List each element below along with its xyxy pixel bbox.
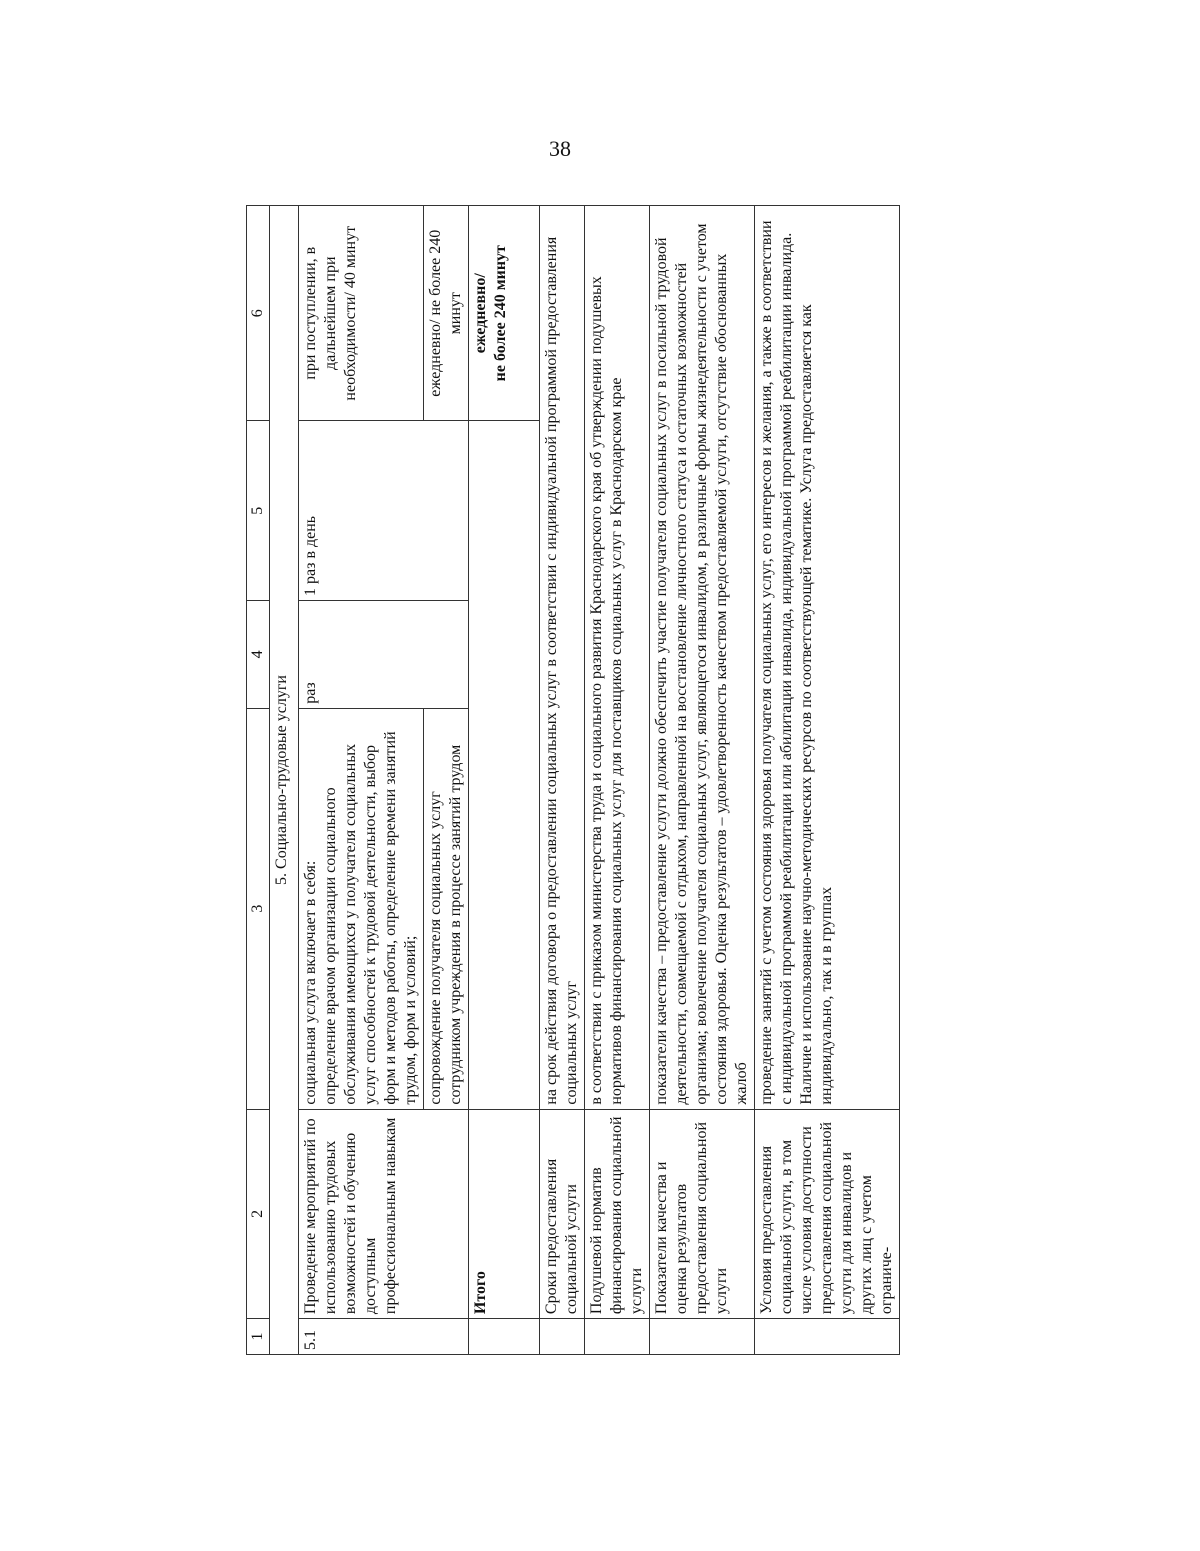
service-number: 5.1 — [299, 1319, 469, 1355]
conditions-label: Условия предоставления социальной услуги, в том числе условия доступности предоставления социальной услуги для инвалидов и других лиц с учетом ограниче- — [755, 1109, 900, 1318]
service-frequency: 1 раз в день — [299, 421, 469, 601]
norm-label: Подушевой норматив финансирования социальной услуги — [585, 1109, 650, 1318]
header-col-6: 6 — [247, 206, 270, 421]
conditions-empty-cell — [755, 1319, 900, 1355]
service-name: Проведение мероприятий по использованию трудовых возможностей и обучению доступным профессиональным навыкам — [299, 1109, 469, 1318]
total-time-line-1: ежедневно/ — [472, 273, 489, 354]
header-col-4: 4 — [247, 600, 270, 708]
header-col-1: 1 — [247, 1319, 270, 1355]
total-time — [469, 206, 540, 421]
norm-text: в соответствии с приказом министерства труда и социального развития Краснодарского края об утверждении подушевых нормативов финансирования социальных услуг для поставщиков социальных услуг в Краснодарском крае — [585, 206, 650, 1110]
conditions-row — [755, 206, 900, 1355]
description-part-1: определение врачом организации социального обслуживания имеющихся у получателя социальных услуг способностей к трудовой деятельности, выбор форм и методов работы, определение времени занятий трудом, форм и условий; — [322, 731, 419, 1105]
description-intro: социальная услуга включает в себя: — [302, 860, 319, 1105]
terms-empty-cell — [540, 1319, 585, 1355]
header-col-5: 5 — [247, 421, 270, 601]
header-col-3: 3 — [247, 708, 270, 1109]
service-time-2: ежедневно/ не более 240 минут — [424, 206, 469, 421]
total-empty-span — [469, 421, 540, 1109]
service-unit: раз — [299, 600, 469, 708]
services-table — [246, 205, 900, 1355]
total-row — [469, 206, 540, 1355]
terms-text: на срок действия договора о предоставлении социальных услуг в соответствии с индивидуальной программой предоставления социальных услуг — [540, 206, 585, 1110]
section-title: 5. Социально-трудовые услуги — [270, 206, 299, 1355]
header-row — [247, 206, 270, 1355]
terms-label: Сроки предоставления социальной услуги — [540, 1109, 585, 1318]
norm-row — [585, 206, 650, 1355]
service-description-1 — [299, 708, 424, 1109]
quality-row — [650, 206, 755, 1355]
terms-row — [540, 206, 585, 1355]
conditions-text: проведение занятий с учетом состояния здоровья получателя социальных услуг, его интересов и желания, а также в соответствии с индивидуальной программой реабилитации или абилитации инвалида, индивидуальной программой реабилитации инвалида. Наличие и использование научно-методических ресурсов по соответствующей тематике. Услуга предоставляется как индивидуально, так и в группах — [755, 206, 900, 1110]
total-label: Итого — [469, 1109, 540, 1318]
header-col-2: 2 — [247, 1109, 270, 1318]
quality-empty-cell — [650, 1319, 755, 1355]
service-time-1: при поступлении, в дальнейшем при необходимости/ 40 минут — [299, 206, 424, 421]
total-time-line-2: не более 240 минут — [492, 245, 509, 382]
services-table-rotated — [246, 205, 976, 1355]
quality-label: Показатели качества и оценка результатов предоставления социальной услуги — [650, 1109, 755, 1318]
total-empty-cell — [469, 1319, 540, 1355]
quality-text: показатели качества – предоставление услуги должно обеспечить участие получателя социальных услуг в посильной трудовой деятельности, совмещаемой с отдыхом, направленной на восстановление личностного статуса и остаточных возможностей организма; вовлечение получателя социальных услуг, являющегося инвалидом, в различные формы жизнедеятельности с учетом состояния здоровья. Оценка результатов – удовлетворенность качеством предоставляемой услуги, отсутствие обоснованных жалоб — [650, 206, 755, 1110]
section-row — [270, 206, 299, 1355]
service-description-2: сопровождение получателя социальных услуг сотрудником учреждения в процессе занятий трудом — [424, 708, 469, 1109]
page-number: 38 — [549, 136, 571, 161]
service-row — [299, 206, 424, 1355]
norm-empty-cell — [585, 1319, 650, 1355]
